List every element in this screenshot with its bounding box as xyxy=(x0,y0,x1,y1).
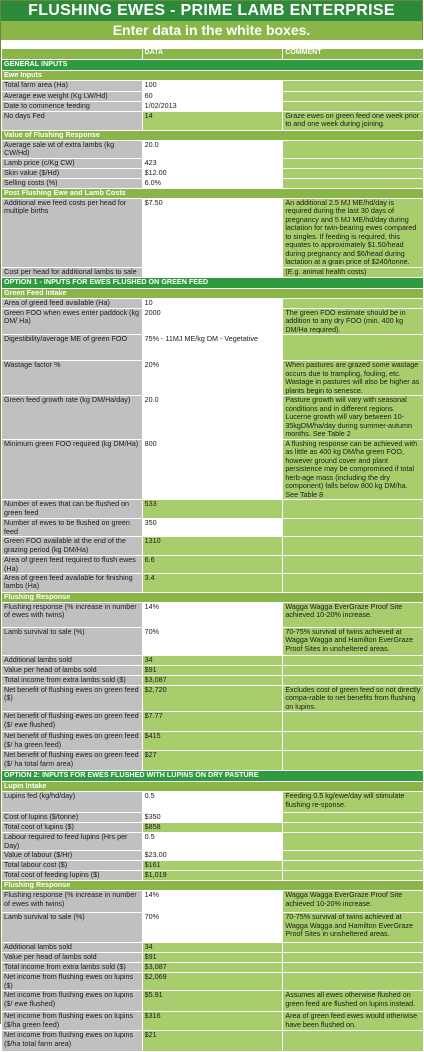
data-value-cell: $21 xyxy=(142,1031,283,1052)
subsection-header xyxy=(2,71,424,81)
data-input-cell[interactable]: 20.0 xyxy=(142,396,283,439)
data-input-cell[interactable]: 10 xyxy=(142,298,283,308)
row-label: Lupins fed (kg/hd/day) xyxy=(2,792,143,813)
data-value-cell: $415 xyxy=(142,732,283,751)
data-value-cell: $27 xyxy=(142,751,283,771)
spacer-row xyxy=(2,41,424,49)
comment-cell xyxy=(283,102,424,112)
comment-cell: A flushing response can be achieved with as little as 400 kg DM/ha green FOO, however ground cover and plant persistence may be compromised if total herb-age mass (including the dry component) falls below 800 kg DM/ha. See Table 8 xyxy=(283,439,424,499)
data-value-cell: 34 xyxy=(142,943,283,953)
subsection-title: Flushing Response xyxy=(2,881,424,891)
spacer-cell xyxy=(142,41,283,49)
table-row xyxy=(2,158,424,168)
comment-cell: Wagga Wagga EverGraze Proof Site achieved 10-20% increase. xyxy=(283,891,424,913)
row-label: Net income from flushing ewes on lupins ($) xyxy=(2,973,143,991)
table-row xyxy=(2,112,424,131)
comment-cell xyxy=(283,833,424,851)
subsection-header xyxy=(2,288,424,298)
table-row xyxy=(2,953,424,963)
comment-cell xyxy=(283,655,424,665)
table-row xyxy=(2,602,424,627)
data-input-cell[interactable]: 75% - 11MJ ME/kg DM - Vegetative xyxy=(142,335,283,361)
row-label: Area of green feed required to flush ewes (Ha) xyxy=(2,556,143,574)
row-label: Lamb survival to sale (%) xyxy=(2,627,143,655)
data-input-cell[interactable]: $12.00 xyxy=(142,168,283,178)
row-label: Lamb price (c/Kg CW) xyxy=(2,158,143,168)
row-label: Total income from extra lambs sold ($) xyxy=(2,963,143,973)
column-header-label xyxy=(2,49,143,60)
comment-cell xyxy=(283,168,424,178)
data-value-cell: $3,087 xyxy=(142,675,283,685)
row-label: Wastage factor % xyxy=(2,361,143,396)
data-input-cell[interactable]: 60 xyxy=(142,92,283,102)
table-row xyxy=(2,500,424,519)
comment-cell: Wagga Wagga EverGraze Proof Site achieved 10-20% increase. xyxy=(283,602,424,627)
spacer-cell xyxy=(283,41,424,49)
row-label: Average ewe weight (Kg LW/Hd) xyxy=(2,92,143,102)
subsection-header xyxy=(2,188,424,198)
comment-cell xyxy=(283,823,424,833)
data-value-cell: 533 xyxy=(142,500,283,519)
table-row xyxy=(2,685,424,711)
comment-cell: 70-75% survival of twins achieved at Wagga Wagga and Hamilton EverGraze Proof Sites in unsheltered areas. xyxy=(283,627,424,655)
table-row xyxy=(2,943,424,953)
comment-cell xyxy=(283,675,424,685)
subsection-header xyxy=(2,131,424,141)
table-row xyxy=(2,963,424,973)
table-row xyxy=(2,1012,424,1031)
table-row xyxy=(2,308,424,334)
section-title: GENERAL INPUTS xyxy=(2,60,424,71)
data-input-cell[interactable]: 1/02/2013 xyxy=(142,102,283,112)
table-row xyxy=(2,871,424,881)
data-value-cell: $858 xyxy=(142,823,283,833)
row-label: Total income from extra lambs sold ($) xyxy=(2,675,143,685)
subsection-header xyxy=(2,782,424,792)
table-row xyxy=(2,396,424,439)
row-label: Net benefit of flushing ewes on green feed ($/ ewe flushed) xyxy=(2,712,143,732)
data-value-cell: 34 xyxy=(142,655,283,665)
comment-cell xyxy=(283,158,424,168)
section-header xyxy=(2,277,424,288)
subsection-title: Green Feed Intake xyxy=(2,288,424,298)
column-header-data: DATA xyxy=(142,49,283,60)
comment-cell xyxy=(283,861,424,871)
table-row xyxy=(2,573,424,592)
data-input-cell[interactable]: $350 xyxy=(142,813,283,823)
section-header xyxy=(2,60,424,71)
table-row xyxy=(2,833,424,851)
data-input-cell[interactable]: 70% xyxy=(142,627,283,655)
subsection-title: Flushing Response xyxy=(2,592,424,602)
data-value-cell: $7.77 xyxy=(142,712,283,732)
comment-cell xyxy=(283,519,424,537)
section-header xyxy=(2,771,424,782)
table-row xyxy=(2,178,424,188)
data-input-cell[interactable] xyxy=(142,267,283,277)
subsection-title: Lupin Intake xyxy=(2,782,424,792)
comment-cell xyxy=(283,751,424,771)
table-row xyxy=(2,439,424,499)
section-title: OPTION 2: INPUTS FOR EWES FLUSHED WITH LUPINS ON DRY PASTURE xyxy=(2,771,424,782)
table-row xyxy=(2,537,424,556)
row-label: Date to commence feeding xyxy=(2,102,143,112)
row-label: Minimum green FOO required (kg DM/Ha) xyxy=(2,439,143,499)
data-input-cell[interactable]: 350 xyxy=(142,519,283,537)
data-table xyxy=(1,40,424,1052)
table-row xyxy=(2,92,424,102)
section-title: OPTION 1 - INPUTS FOR EWES FLUSHED ON GREEN FEED xyxy=(2,277,424,288)
data-value-cell: 6.6 xyxy=(142,556,283,574)
table-row xyxy=(2,335,424,361)
row-label: Net income from flushing ewes on lupins ($/ha total farm area) xyxy=(2,1031,143,1052)
comment-cell xyxy=(283,556,424,574)
row-label: Additional lambs sold xyxy=(2,943,143,953)
data-input-cell[interactable]: 800 xyxy=(142,439,283,499)
subsection-header xyxy=(2,881,424,891)
row-label: Area of green feed available for finishing lambs (Ha) xyxy=(2,573,143,592)
table-row xyxy=(2,655,424,665)
comment-cell xyxy=(283,1031,424,1052)
row-label: Average sale wt of extra lambs (kg CW/Hd) xyxy=(2,141,143,159)
data-value-cell: $161 xyxy=(142,861,283,871)
comment-cell: 70-75% survival of twins achieved at Wagga Wagga and Hamilton EverGraze Proof Sites in unsheltered areas. xyxy=(283,913,424,943)
column-header-comment: COMMENT xyxy=(283,49,424,60)
data-input-cell[interactable]: 6.0% xyxy=(142,178,283,188)
data-value-cell: $3,087 xyxy=(142,963,283,973)
spacer-cell xyxy=(2,41,143,49)
page-title: FLUSHING EWES - PRIME LAMB ENTERPRISE xyxy=(1,1,422,21)
row-label: Total labour cost ($) xyxy=(2,861,143,871)
comment-cell xyxy=(283,813,424,823)
comment-cell xyxy=(283,953,424,963)
comment-cell xyxy=(283,871,424,881)
comment-cell xyxy=(283,943,424,953)
table-row xyxy=(2,361,424,396)
comment-cell xyxy=(283,141,424,159)
table-row xyxy=(2,141,424,159)
data-value-cell: 3.4 xyxy=(142,573,283,592)
comment-cell xyxy=(283,92,424,102)
row-label: Net benefit of flushing ewes on green feed ($/ ha green feed) xyxy=(2,732,143,751)
row-label: No days Fed xyxy=(2,112,143,131)
comment-cell xyxy=(283,963,424,973)
comment-cell: Feeding 0.5 kg/ewe/day will stimulate flushing re-sponse. xyxy=(283,792,424,813)
row-label: Skin value ($/Hd) xyxy=(2,168,143,178)
data-value-cell: $1,019 xyxy=(142,871,283,881)
row-label: Green FOO when ewes enter paddock (kg DM/ Ha) xyxy=(2,308,143,334)
comment-cell xyxy=(283,500,424,519)
table-row xyxy=(2,851,424,861)
row-label: Additional lambs sold xyxy=(2,655,143,665)
table-row xyxy=(2,792,424,813)
data-input-cell[interactable]: $23.00 xyxy=(142,851,283,861)
comment-cell: Excludes cost of green feed so not directly compa-rable to net benefits from flushing on lupins. xyxy=(283,685,424,711)
comment-cell xyxy=(283,732,424,751)
row-label: Digestibility/average ME of green FOO xyxy=(2,335,143,361)
data-input-cell[interactable]: 14% xyxy=(142,891,283,913)
row-label: Net income from flushing ewes on lupins ($/ha green feed) xyxy=(2,1012,143,1031)
data-input-cell[interactable]: 20.0 xyxy=(142,141,283,159)
table-row xyxy=(2,267,424,277)
page-subtitle: Enter data in the white boxes. xyxy=(1,21,422,40)
row-label: Selling costs (%) xyxy=(2,178,143,188)
data-input-cell[interactable]: 2000 xyxy=(142,308,283,334)
comment-cell: An additional 2.5 MJ ME/hd/day is required during the last 30 days of pregnancy and 5 MJ ME/hd/day during lactation for twin-bearing ewes compared to singles. If feeding is required, this equates to approximately $1.50/head during pregnancy and $6/head during lactation at a grain price of $240/tonne. xyxy=(283,198,424,267)
data-value-cell: $91 xyxy=(142,953,283,963)
data-value-cell: $2,720 xyxy=(142,685,283,711)
table-row xyxy=(2,298,424,308)
row-label: Total cost of lupins ($) xyxy=(2,823,143,833)
table-row xyxy=(2,198,424,267)
row-label: Area of greed feed available (Ha) xyxy=(2,298,143,308)
comment-cell xyxy=(283,712,424,732)
comment-cell xyxy=(283,665,424,675)
data-input-cell[interactable]: 0.5 xyxy=(142,792,283,813)
row-label: Cost of lupins ($/tonne) xyxy=(2,813,143,823)
row-label: Value per head of lambs sold xyxy=(2,953,143,963)
comment-cell xyxy=(283,335,424,361)
table-row xyxy=(2,81,424,92)
table-row xyxy=(2,168,424,178)
table-row xyxy=(2,665,424,675)
comment-cell xyxy=(283,81,424,92)
row-label: Total cost of feeding lupins ($) xyxy=(2,871,143,881)
row-label: Flushing response (% increase in number of ewes with twins) xyxy=(2,602,143,627)
table-row xyxy=(2,519,424,537)
comment-cell: (E.g. animal health costs) xyxy=(283,267,424,277)
subsection-header xyxy=(2,592,424,602)
comment-cell xyxy=(283,537,424,556)
row-label: Lamb survival to sale (%) xyxy=(2,913,143,943)
row-label: Cost per head for additional lambs to sale xyxy=(2,267,143,277)
row-label: Value of labour ($/Hr) xyxy=(2,851,143,861)
comment-cell xyxy=(283,178,424,188)
comment-cell: Pasture growth will vary with seasonal conditions and in different regions. Lucerne growth will vary between 10-35kgDM/ha/day during summer-autumn months. See Table 2 xyxy=(283,396,424,439)
data-input-cell[interactable]: 14% xyxy=(142,602,283,627)
data-input-cell[interactable]: 100 xyxy=(142,81,283,92)
row-label: Flushing response (% increase in number of ewes with twins) xyxy=(2,891,143,913)
data-input-cell[interactable]: 423 xyxy=(142,158,283,168)
table-row xyxy=(2,1031,424,1052)
row-label: Number of ewes that can be flushed on green feed xyxy=(2,500,143,519)
subsection-title: Post Flushing Ewe and Lamb Costs xyxy=(2,188,424,198)
comment-cell xyxy=(283,298,424,308)
table-row xyxy=(2,991,424,1012)
row-label: Labour required to feed lupins (Hrs per Day) xyxy=(2,833,143,851)
comment-cell xyxy=(283,973,424,991)
table-row xyxy=(2,751,424,771)
table-row xyxy=(2,675,424,685)
comment-cell xyxy=(283,573,424,592)
column-header-row xyxy=(2,49,424,60)
table-row xyxy=(2,627,424,655)
table-row xyxy=(2,556,424,574)
comment-cell: Graze ewes on green feed one week prior to and one week during joining. xyxy=(283,112,424,131)
table-row xyxy=(2,891,424,913)
data-input-cell[interactable]: 70% xyxy=(142,913,283,943)
row-label: Net benefit of flushing ewes on green feed ($) xyxy=(2,685,143,711)
data-value-cell: $5.91 xyxy=(142,991,283,1012)
data-value-cell: $91 xyxy=(142,665,283,675)
row-label: Additional ewe feed costs per head for multiple births xyxy=(2,198,143,267)
data-input-cell[interactable]: 20% xyxy=(142,361,283,396)
row-label: Value per head of lambs sold xyxy=(2,665,143,675)
row-label: Net income from flushing ewes on lupins ($/ ewe flushed) xyxy=(2,991,143,1012)
subsection-title: Value of Flushing Response xyxy=(2,131,424,141)
table-row xyxy=(2,712,424,732)
row-label: Green FOO available at the end of the grazing period (kg DM/Ha) xyxy=(2,537,143,556)
table-row xyxy=(2,732,424,751)
table-row xyxy=(2,913,424,943)
data-input-cell[interactable]: $7.50 xyxy=(142,198,283,267)
table-row xyxy=(2,102,424,112)
comment-cell: The green FOO estimate should be in addition to any dry FOO (min. 400 kg DM/Ha required). xyxy=(283,308,424,334)
data-value-cell: 14 xyxy=(142,112,283,131)
table-row xyxy=(2,823,424,833)
row-label: Number of ewes to be flushed on green feed xyxy=(2,519,143,537)
table-row xyxy=(2,813,424,823)
comment-cell: Area of green feed ewes would otherwise have been flushed on. xyxy=(283,1012,424,1031)
data-value-cell: 1310 xyxy=(142,537,283,556)
comment-cell: When pastures are grazed some wastage occurs due to trampling, fouling, etc. Wastage in pastures will also be higher as plants begin to senesce. xyxy=(283,361,424,396)
data-input-cell[interactable]: 0.5 xyxy=(142,833,283,851)
row-label: Total farm area (Ha) xyxy=(2,81,143,92)
row-label: Net benefit of flushing ewes on green feed ($/ ha total farm area) xyxy=(2,751,143,771)
subsection-title: Ewe Inputs xyxy=(2,71,424,81)
table-row xyxy=(2,861,424,871)
table-row xyxy=(2,973,424,991)
comment-cell: Assumes all ewes otherwise flushed on green feed are flushed on lupins instead. xyxy=(283,991,424,1012)
data-value-cell: $2,069 xyxy=(142,973,283,991)
comment-cell xyxy=(283,851,424,861)
data-value-cell: $316 xyxy=(142,1012,283,1031)
row-label: Green feed growth rate (kg DM/Ha/day) xyxy=(2,396,143,439)
